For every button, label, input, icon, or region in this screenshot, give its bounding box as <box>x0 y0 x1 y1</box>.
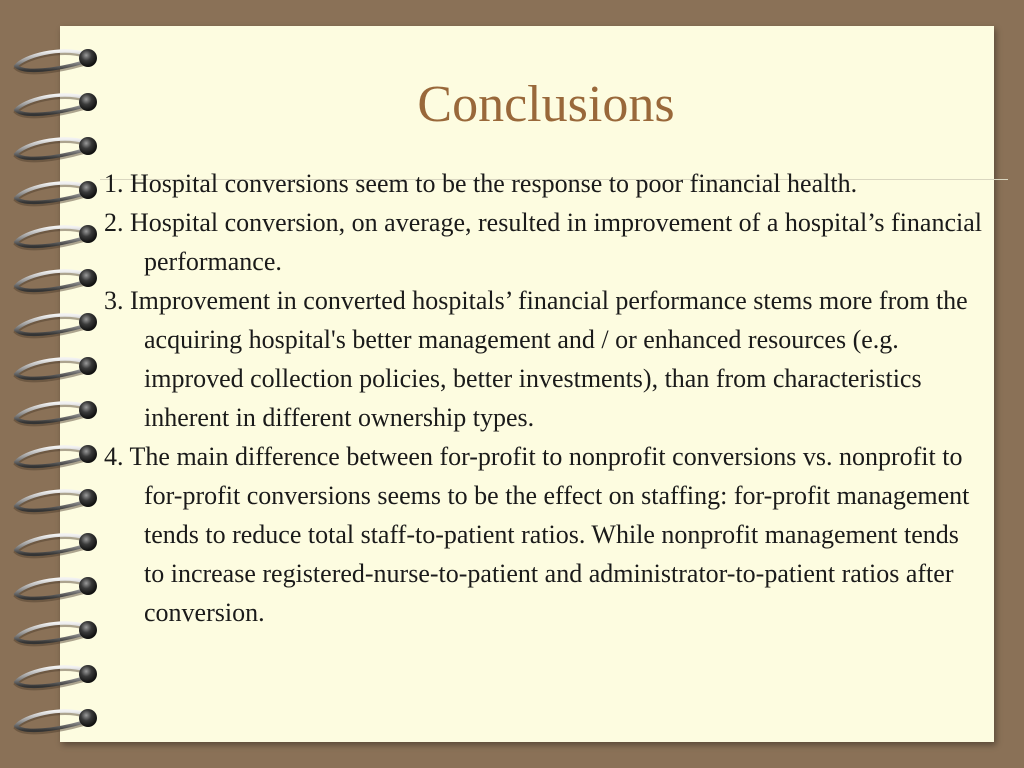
spiral-ring-icon <box>16 489 97 512</box>
conclusion-item-4: 4. The main difference between for-profit to nonprofit conversions vs. nonprofit to for-profit conversions seems to be the effect on staffing: for-profit management tends to reduce total staff-to-patient ratios. While nonprofit management tends to increase registered-nurse-to-patient and administrator-to-patient ratios after conversion. <box>104 442 970 627</box>
conclusion-item-2: 2. Hospital conversion, on average, resulted in improvement of a hospital’s financial performance. <box>104 208 982 276</box>
spiral-ring-icon <box>16 269 97 292</box>
spiral-ring-icon <box>16 401 97 424</box>
spiral-ring-icon <box>16 445 97 468</box>
conclusion-item-1: 1. Hospital conversions seem to be the response to poor financial health. <box>104 169 858 198</box>
spiral-ring-icon <box>16 181 97 204</box>
spiral-ring-icon <box>16 621 97 644</box>
spiral-ring-icon <box>16 313 97 336</box>
spiral-ring-icon <box>16 137 97 160</box>
spiral-ring-icon <box>16 49 97 72</box>
slide-title: Conclusions <box>417 76 675 133</box>
conclusion-item-3: 3. Improvement in converted hospitals’ financial performance stems more from the acquiring hospital's better management and / or enhanced resources (e.g. improved collection policies, better investments), than from characteristics inherent in different ownership types. <box>104 286 968 432</box>
spiral-ring-icon <box>16 665 97 688</box>
spiral-ring-icon <box>16 709 97 732</box>
spiral-ring-icon <box>16 533 97 556</box>
spiral-ring-icon <box>16 357 97 380</box>
conclusions-list <box>104 164 984 632</box>
spiral-ring-icon <box>16 225 97 248</box>
spiral-ring-icon <box>16 577 97 600</box>
